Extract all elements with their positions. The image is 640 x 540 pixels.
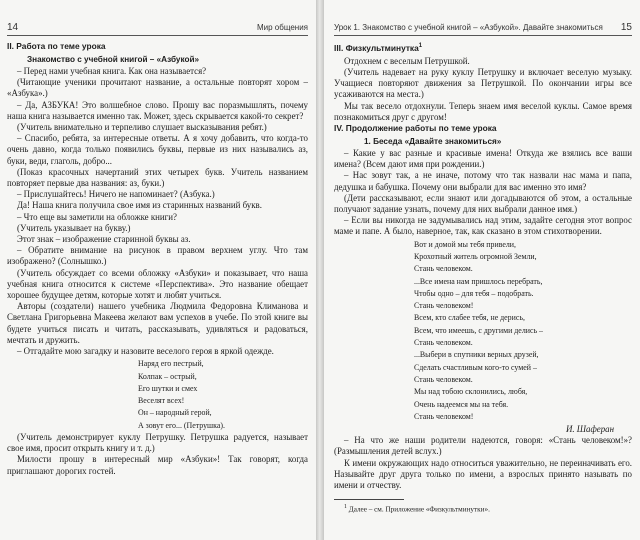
poem-line: ...Выбери в спутники верных друзей, — [414, 350, 539, 360]
section-title-iii-text: III. Физкультминутка — [334, 42, 419, 53]
section-title-iii — [334, 41, 632, 54]
paragraph: – Обратите внимание на рисунок в правом верхнем углу. Что там изображено? (Солнышко.) — [7, 245, 308, 267]
right-running-head — [334, 21, 632, 36]
paragraph: – Спасибо, ребята, за интересные ответы. А я хочу добавить, что когда-то очень давно, когда только появились буквы, первые из них назывались аз, буки, веди, глаголь, добро... — [7, 133, 308, 166]
paragraph: Да! Наша книга получила свое имя из старинных названий букв. — [17, 200, 262, 211]
book-gutter — [316, 0, 324, 540]
poem-author: И. Шаферан — [565, 424, 614, 435]
paragraph: – Отгадайте мою загадку и назовите веселого героя в яркой одежде. — [17, 346, 274, 357]
footnote-rule — [334, 499, 404, 500]
name-poem — [334, 239, 632, 422]
paragraph: Мы так весело отдохнули. Теперь знаем имя веселой куклы. Самое время познакомиться друг с другом! — [334, 100, 632, 122]
poem-line: Веселят всех! — [138, 396, 185, 406]
paragraph: – Перед нами учебная книга. Как она называется? — [17, 66, 207, 76]
poem-line: Всем, кто слабее тебя, не дерись, — [414, 313, 525, 323]
footnote-marker: 1 — [418, 43, 423, 49]
poem-line: Крохотный житель огромной Земли, — [414, 251, 537, 261]
riddle-poem — [7, 358, 308, 431]
paragraph: (Дети рассказывают, если знают или догадываются об этом, а остальные получают задание узнать, почему для них выбрали данное имя.) — [334, 192, 632, 215]
paragraph: – Что еще вы заметили на обложке книги? — [17, 211, 177, 222]
paragraph: Отдохнем с веселым Петрушкой. — [344, 55, 470, 66]
poem-line: Наряд его пестрый, — [138, 359, 204, 369]
section-title-iv: IV. Продолжение работы по теме урока — [334, 123, 497, 134]
poem-line: Его шутки и смех — [138, 383, 198, 393]
poem-line: А зовут его... (Петрушка). — [138, 420, 225, 430]
paragraph: Милости прошу в интересный мир «Азбуки»! Так говорят, когда приглашают дорогих гостей. — [7, 454, 308, 476]
footnote-text: Далее – см. Приложение «Физкультминутки». — [348, 505, 490, 514]
poem-line: Мы над тобою склонились, любя, — [414, 387, 528, 397]
paragraph: (Показ красочных начертаний этих четырех букв. Учитель названием повторяет первые два названия: аз, буки.) — [7, 166, 308, 189]
poem-line: Стань человеком. — [414, 338, 473, 348]
poem-line: ...Все имена нам пришлось перебрать, — [414, 276, 543, 286]
paragraph: Авторы (создатели) нашего учебника Людмила Федоровна Климанова и Светлана Григорьевна Макеева желают вам успехов в учебе. По этой книге вы будете учиться писать и читать, рассказывать, удивляться и радоваться, мечтать и дружить. — [7, 301, 308, 345]
paragraph: (Читающие ученики прочитают название, а остальные повторят хором – «Азбука».) — [7, 77, 308, 99]
paragraph: (Учитель надевает на руку куклу Петрушку и включает веселую музыку. Учащиеся повторяют движения за Петрушкой. По окончании игры все усаживаются на места.) — [334, 67, 632, 100]
section-title-ii: II. Работа по теме урока — [7, 41, 106, 51]
paragraph: – Какие у вас разные и красивые имена! Откуда же взялись все ваши имена? (Всем дают имя при рождении.) — [334, 148, 632, 170]
left-running-title: Мир общения — [257, 23, 308, 32]
poem-line: Сделать счастливым кого-то сумей – — [414, 362, 537, 372]
right-running-title: Урок 1. Знакомство с учебной книгой – «Азбукой». Давайте знакомиться — [334, 23, 603, 32]
poem-line: Колпак – острый, — [138, 371, 197, 381]
footnote — [334, 503, 632, 514]
poem-line: Очень надеемся мы на тебя. — [414, 399, 509, 409]
right-page — [324, 0, 640, 540]
paragraph: – Прислушайтесь! Ничего не напоминает? (Азбука.) — [17, 189, 215, 200]
left-page — [0, 0, 316, 540]
poem-line: Стань человеком! — [414, 411, 474, 421]
poem-line: Он – народный герой, — [138, 408, 212, 418]
left-running-head — [7, 21, 308, 36]
paragraph: – Если вы никогда не задумывались над этим, задайте сегодня этот вопрос маме и папе. А было, наверное, так, как сказано в этом стихотворении. — [334, 215, 632, 237]
poem-line: Стань человеком! — [414, 301, 474, 311]
left-page-number: 14 — [7, 22, 19, 33]
paragraph: – Да, АЗБУКА! Это волшебное слово. Прошу вас поразмышлять, почему наша книга называется именно так. Может, здесь скрывается какой-то секрет? — [7, 99, 308, 121]
paragraph: (Учитель внимательно и терпеливо слушает высказывания ребят.) — [17, 122, 267, 133]
right-page-number: 15 — [620, 22, 632, 33]
paragraph: (Учитель указывает на букву.) — [17, 222, 131, 233]
subsection-title: Знакомство с учебной книгой – «Азбукой» — [27, 55, 200, 64]
paragraph: – Нас зовут так, а не иначе, потому что так назвали нас мама и папа, дедушка и бабушка. Почему они выбрали для вас именно это имя? — [334, 170, 632, 192]
paragraph: Этот знак – изображение старинной буквы аз. — [17, 234, 191, 245]
paragraph: – На что же наши родители надеются, говоря: «Стань человеком!»? (Размышления детей вслух.) — [334, 435, 632, 457]
poem-line: Всем, что имеешь, с другими делись – — [414, 325, 543, 335]
footnote-number: 1 — [344, 504, 347, 511]
conversation-title: 1. Беседа «Давайте знакомиться» — [364, 137, 502, 147]
poem-line: Вот и домой мы тебя привели, — [414, 239, 517, 249]
paragraph: (Учитель обсуждает со всеми обложку «Азбуки» и показывает, что наша учебная книга относится к системе «Перспектива». Это название обещает хорошее будущее детям, которые хотят и любят учиться. — [7, 267, 308, 301]
paragraph: К имени окружающих надо относиться уважительно, не переиначивать его. Называйте друг друга только по имени, а взрослых принято называть по имени и отчеству. — [334, 457, 632, 490]
poem-line: Стань человеком. — [414, 374, 473, 384]
paragraph: (Учитель демонстрирует куклу Петрушку. Петрушка радуется, называет свое имя, просит открыть книгу и т. д.) — [7, 432, 308, 454]
poem-line: Стань человеком. — [414, 264, 473, 274]
poem-line: Чтобы одно – для тебя – подобрать. — [414, 288, 534, 298]
